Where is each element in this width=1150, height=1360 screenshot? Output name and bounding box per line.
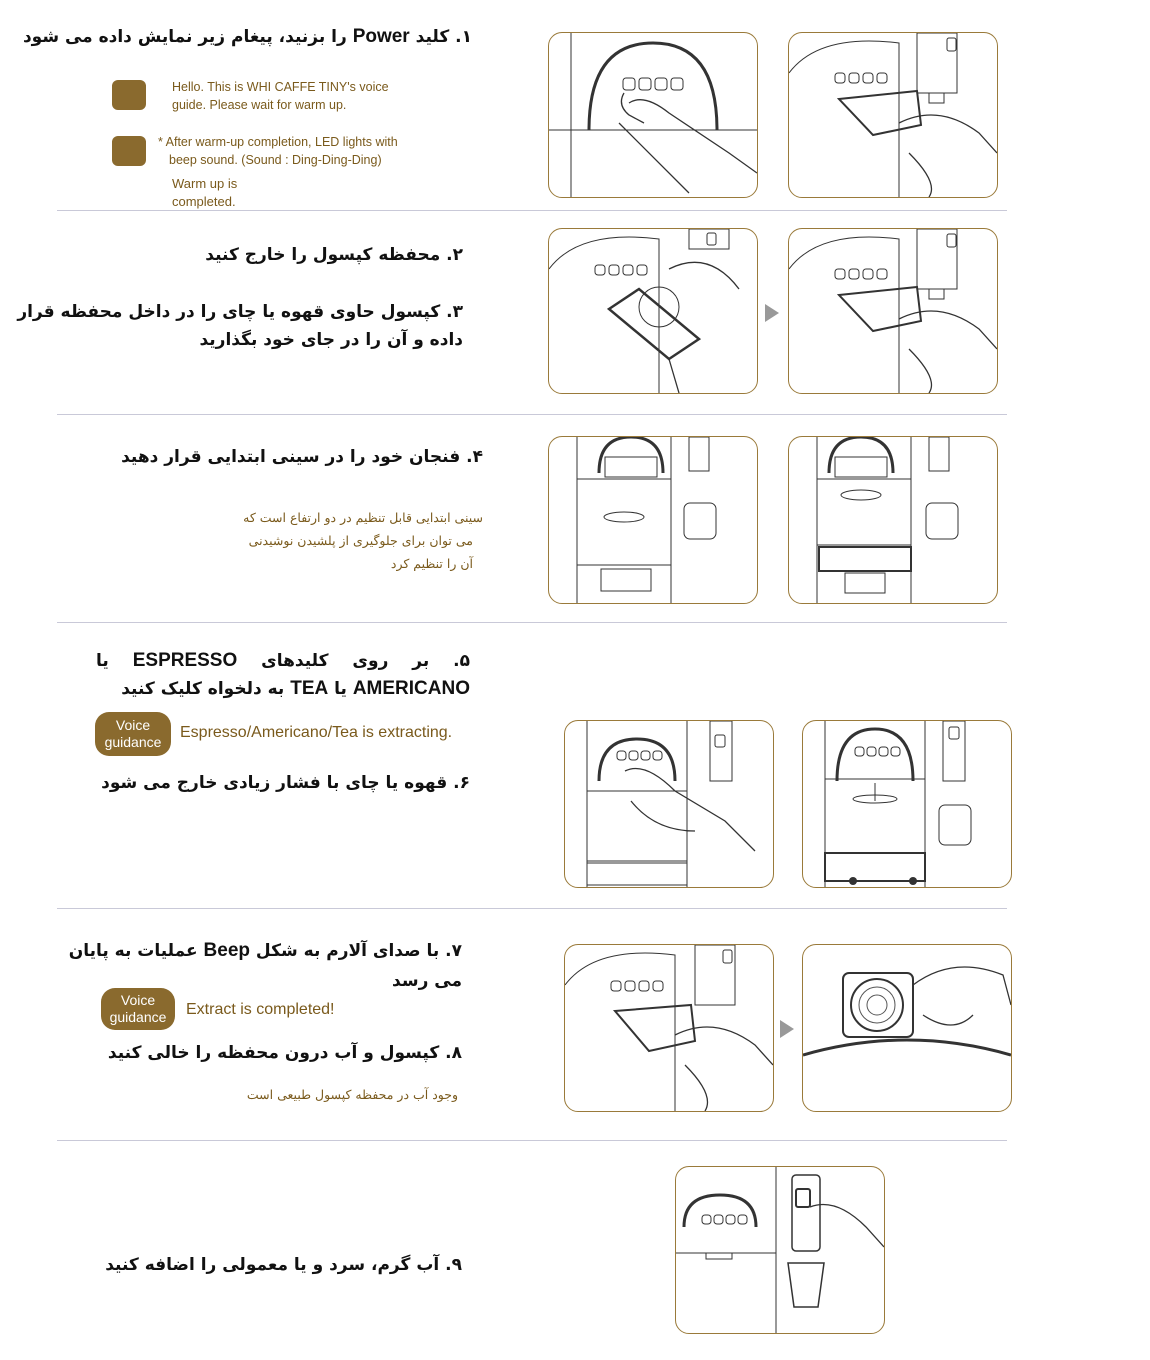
step1-text: ۱. کلید Power را بزنید، پیغام زیر نمایش داده می شود [22,26,472,47]
illustration-capsule-holder-1 [788,32,998,198]
voice-indicator [112,80,146,110]
illustration-press-button [564,720,774,888]
step4-note: سینی ابتدایی قابل تنظیم در دو ارتفاع است که می توان برای جلوگیری از پلشیدن نوشیدنی آن را تنظیم کرد [243,510,483,571]
step6-text: ۶. قهوه یا چای با فشار زیادی خارج می شود [101,773,470,793]
voice-guidance-badge: Voice guidance [95,712,171,756]
step4-text: ۴. فنجان خود را در سینی ابتدایی قرار دهید [121,447,483,467]
warm-up-message: Warm up is completed. [172,176,238,209]
section-divider [57,908,1007,909]
step7-line1: ۷. با صدای آلارم به شکل Beep عملیات به پایان [68,940,462,961]
illustration-tray-low [548,436,758,604]
step3-text: ۳. کپسول حاوی قهوه یا چای را در داخل محفظه قرار داده و آن را در جای خود بگذارید [17,302,463,350]
section-divider [57,622,1007,623]
illustration-remove-holder [564,944,774,1112]
step5-line1: ۵. بر روی کلیدهای ESPRESSO یا [96,650,470,671]
section-divider [57,210,1007,211]
illustration-empty-capsule [802,944,1012,1112]
step7-line2: می رسد [392,971,462,991]
illustration-insert-capsule [548,228,758,394]
illustration-press-power [548,32,758,198]
illustration-capsule-holder-2 [788,228,998,394]
step5-line2: AMERICANO یا TEA به دلخواه کلیک کنید [121,678,470,699]
voice-message-2: * After warm-up completion, LED lights with beep sound. (Sound : Ding-Ding-Ding) [158,135,398,167]
arrow-icon [765,304,779,322]
section-divider [57,1140,1007,1141]
voice-indicator [112,136,146,166]
voice-guidance-badge: Voice guidance [101,988,175,1030]
illustration-water-dispense [675,1166,885,1334]
step2-text: ۲. محفظه کپسول را خارج کنید [205,245,463,265]
step9-text: ۹. آب گرم، سرد و یا معمولی را اضافه کنید [105,1255,462,1275]
voice-message-completed: Extract is completed! [186,1001,335,1018]
illustration-tray-high [788,436,998,604]
voice-message-extracting: Espresso/Americano/Tea is extracting. [180,724,453,741]
step8-text: ۸. کپسول و آب درون محفظه را خالی کنید [107,1043,462,1063]
illustration-extracting [802,720,1012,888]
step8-note: وجود آب در محفظه کپسول طبیعی است [246,1087,458,1102]
voice-message-1: Hello. This is WHI CAFFE TINY's voice guide. Please wait for warm up. [172,80,389,112]
arrow-icon [780,1020,794,1038]
section-divider [57,414,1007,415]
